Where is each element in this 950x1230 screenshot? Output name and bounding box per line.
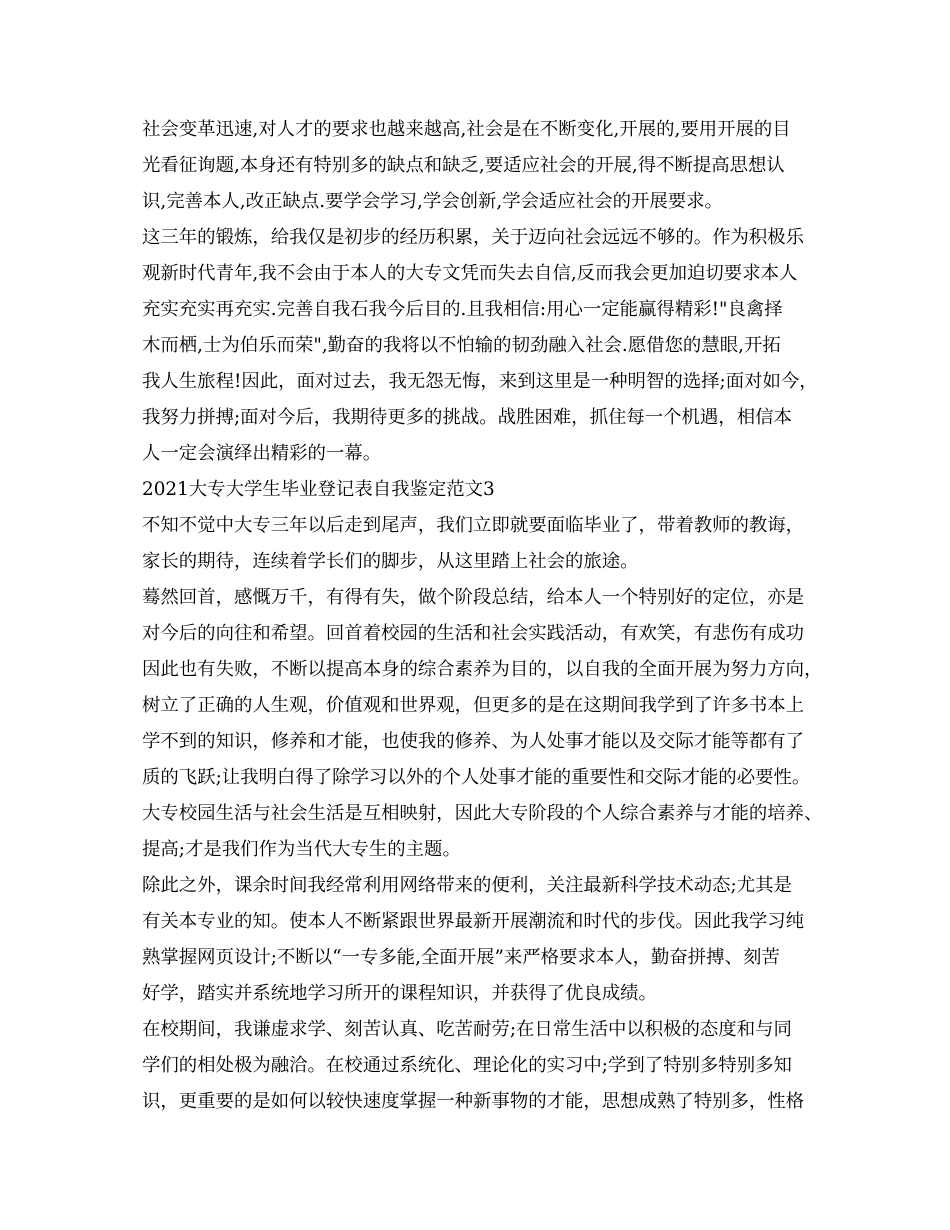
text-line: 有关本专业的知。使本人不断紧跟世界最新开展潮流和时代的步伐。因此我学习纯 bbox=[142, 911, 805, 932]
text-line: 家长的期待，连续着学长们的脚步，从这里踏上社会的旅途。 bbox=[142, 551, 639, 572]
text-line: 社会变革迅速,对人才的要求也越来越高,社会是在不断变化,开展的,要用开展的目 bbox=[142, 119, 791, 140]
text-line: 观新时代青年,我不会由于本人的大专文凭而失去自信,反而我会更加迫切要求本人 bbox=[142, 263, 798, 284]
text-line: 因此也有失败，不断以提高本身的综合素养为目的，以自我的全面开展为努力方向， bbox=[142, 659, 823, 680]
text-line: 学不到的知识，修养和才能，也使我的修养、为人处事才能以及交际才能等都有了 bbox=[142, 731, 805, 752]
text-line: 提高;才是我们作为当代大专生的主题。 bbox=[142, 839, 461, 860]
section-title: 2021大专大学生毕业登记表自我鉴定范文3 bbox=[142, 479, 495, 500]
text-line: 我努力拼搏;面对今后，我期待更多的挑战。战胜困难，抓住每一个机遇，相信本 bbox=[142, 407, 792, 428]
text-line: 木而栖,士为伯乐而荣",勤奋的我将以不怕输的韧劲融入社会.愿借您的慧眼,开拓 bbox=[142, 335, 781, 356]
text-line: 识，更重要的是如何以较快速度掌握一种新事物的才能，思想成熟了特别多，性格 bbox=[142, 1091, 805, 1112]
text-line: 除此之外，课余时间我经常利用网络带来的便利，关注最新科学技术动态;尤其是 bbox=[142, 875, 792, 896]
text-line: 蓦然回首，感慨万千，有得有失，做个阶段总结，给本人一个特别好的定位，亦是 bbox=[142, 587, 805, 608]
text-line: 对今后的向往和希望。回首着校园的生活和社会实践活动，有欢笑，有悲伤有成功 bbox=[142, 623, 805, 644]
text-line: 不知不觉中大专三年以后走到尾声，我们立即就要面临毕业了，带着教师的教诲， bbox=[142, 515, 805, 536]
text-line: 这三年的锻炼，给我仅是初步的经历积累，关于迈向社会远远不够的。作为积极乐 bbox=[142, 227, 805, 248]
text-line: 人一定会演绎出精彩的一幕。 bbox=[142, 443, 382, 464]
text-line: 好学，踏实并系统地学习所开的课程知识，并获得了优良成绩。 bbox=[142, 983, 657, 1004]
text-line: 充实充实再充实.完善自我石我今后目的.且我相信:用心一定能赢得精彩!"良禽择 bbox=[142, 299, 783, 320]
text-line: 识,完善本人,改正缺点.要学会学习,学会创新,学会适应社会的开展要求。 bbox=[142, 191, 723, 212]
text-line: 质的飞跃;让我明白得了除学习以外的个人处事才能的重要性和交际才能的必要性。 bbox=[142, 767, 811, 788]
text-line: 熟掌握网页设计;不断以“一专多能,全面开展”来严格要求本人，勤奋拼搏、刻苦 bbox=[142, 947, 780, 968]
text-line: 学们的相处极为融洽。在校通过系统化、理论化的实习中;学到了特别多特别多知 bbox=[142, 1055, 792, 1076]
text-line: 光看征询题,本身还有特别多的缺点和缺乏,要适应社会的开展,得不断提高思想认 bbox=[142, 155, 785, 176]
text-line: 我人生旅程!因此，面对过去，我无怨无悔，来到这里是一种明智的选择;面对如今， bbox=[142, 371, 818, 392]
document-body bbox=[142, 112, 822, 1120]
text-line: 大专校园生活与社会生活是互相映射，因此大专阶段的个人综合素养与才能的培养、 bbox=[142, 803, 823, 824]
text-line: 树立了正确的人生观，价值观和世界观，但更多的是在这期间我学到了许多书本上 bbox=[142, 695, 805, 716]
text-line: 在校期间，我谦虚求学、刻苦认真、吃苦耐劳;在日常生活中以积极的态度和与同 bbox=[142, 1019, 792, 1040]
